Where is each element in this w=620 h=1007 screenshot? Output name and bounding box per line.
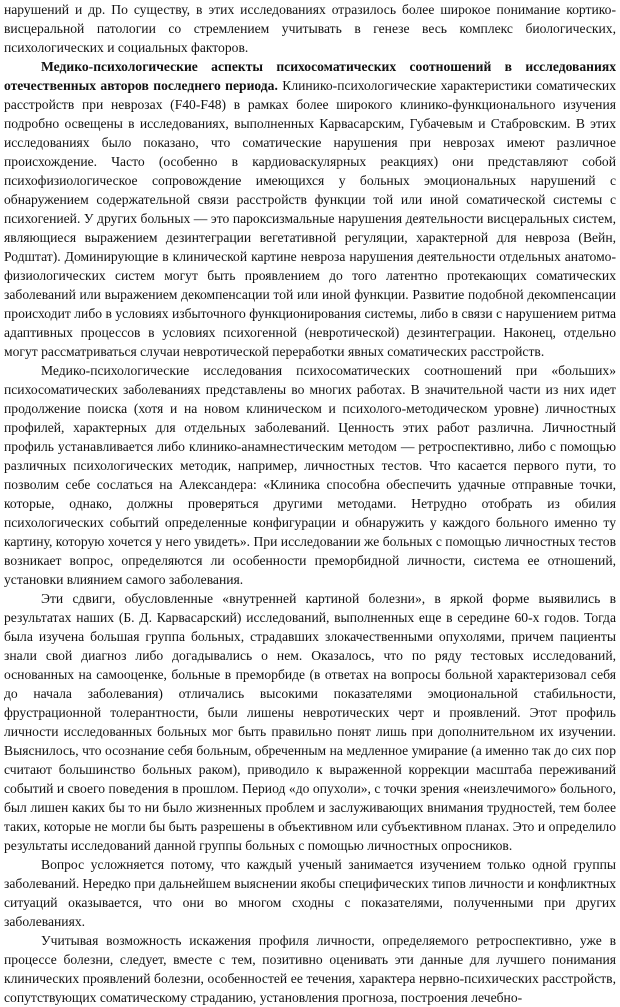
- paragraph-1-text: нарушений и др. По существу, в этих исследованиях отразилось более широкое понимание кортико-висцеральной патологии со стремлением учитывать в генезе весь комплекс биологических, психологических и социальных факторов.: [4, 2, 616, 55]
- paragraph-2: [4, 57, 616, 361]
- paragraph-1: [4, 0, 616, 57]
- document-page: [4, 0, 616, 1007]
- paragraph-3-text: Медико-психологические исследования психосоматических соотношений при «больших» психосоматических заболеваниях представлены во многих работах. В значительной части из них идет продолжение поиска (хотя и на новом клиническом и психолого-методическом уровне) личностных профилей, характерных для отдельных заболеваний. Ценность этих работ различна. Личностный профиль устанавливается либо клинико-анамнестическим методом — ретроспективно, либо с помощью различных психологических методик, например, личностных тестов. Что касается первого пути, то позволим себе сослаться на Александера: «Клиника способна обеспечить удачные отправные точки, которые, однако, должны проверяться другими методами. Нетрудно отобрать из обилия психологических событий определенные конфигурации и обнаружить у каждого больного именно ту картину, которую хочется у него увидеть». При исследовании же больных с помощью личностных тестов возникает вопрос, определяются ли особенности преморбидной личности, система ее отношений, установки влиянием самого заболевания.: [4, 363, 616, 587]
- paragraph-6-text: Учитывая возможность искажения профиля личности, определяемого ретроспективно, уже в процессе болезни, следует, вместе с тем, позитивно оценивать эти данные для лучшего понимания клинических проявлений болезни, особенностей ее течения, характера нервно-психических расстройств, сопутствующих соматическому страданию, установления прогноза, построения лечебно-: [4, 933, 616, 1005]
- paragraph-5: [4, 855, 616, 931]
- paragraph-2-text: Клинико-психологические характеристики соматических расстройств при неврозах (F40-F48) в рамках более широкого клинико-функционального изучения подробно освещены в исследованиях, выполненных Карвасарским, Губачевым и Стабровским. В этих исследованиях было показано, что соматические нарушения при неврозах имеют различное происхождение. Часто (особенно в кардиоваскулярных реакциях) они представляют собой психофизиологическое сопровождение имеющихся у больных эмоциональных нарушений с обнаружением содержательной связи расстройств функции той или иной соматической системы с психогенией. У других больных — это пароксизмальные нарушения деятельности висцеральных систем, являющиеся выражением дезинтеграции вегетативной регуляции, характерной для невроза (Вейн, Родштат). Доминирующие в клинической картине невроза нарушения деятельности отдельных анатомо-физиологических систем могут быть проявлением до того латентно протекающих соматических заболеваний или выражением декомпенсации той или иной функции. Развитие подобной декомпенсации происходит либо в условиях избыточного функционирования системы, либо в связи с нарушением ритма адаптивных процессов в условиях психогенной (невротической) дезинтеграции. Наконец, отдельно могут рассматриваться случаи невротической переработки явных соматических расстройств.: [4, 78, 617, 359]
- section-heading: Медико-психологические аспекты психосоматических соотношений в исследованиях отечественных авторов последнего периода.: [4, 59, 616, 93]
- paragraph-5-text: Вопрос усложняется потому, что каждый ученый занимается изучением только одной группы заболеваний. Нередко при дальнейшем выяснении якобы специфических типов личности и конфликтных ситуаций оказывается, что они во многом сходны с показателями, полученными при других заболеваниях.: [4, 857, 616, 929]
- paragraph-4-text: Эти сдвиги, обусловленные «внутренней картиной болезни», в яркой форме выявились в результатах наших (Б. Д. Карвасарский) исследований, выполненных еще в середине 60-х годов. Тогда была изучена большая группа больных, страдавших злокачественными опухолями, причем пациенты знали свой диагноз либо догадывались о нем. Оказалось, что по ряду тестовых исследований, основанных на самооценке, больные в преморбиде (в ответах на вопросы больной характеризовал себя до начала заболевания) отличались высокими показателями эмоциональной стабильности, фрустрационной толерантности, были лишены невротических черт и проявлений. Этот профиль личности исследованных больных мог быть правильно понят лишь при дополнительном их изучении. Выяснилось, что осознание себя больным, обреченным на медленное умирание (а именно так до сих пор считают большинство больных раком), приводило к выраженной коррекции масштаба переживаний событий и своего поведения в прошлом. Период «до опухоли», с точки зрения «неизлечимого» больного, был лишен каких бы то ни было жизненных проблем и заслуживающих внимания трудностей, тем более таких, которые не могли бы быть разрешены в объективном или субъективном планах. Это и определило результаты исследований данной группы больных с помощью личностных опросников.: [4, 591, 616, 853]
- paragraph-6: [4, 931, 616, 1007]
- paragraph-4: [4, 589, 616, 855]
- paragraph-3: [4, 361, 616, 589]
